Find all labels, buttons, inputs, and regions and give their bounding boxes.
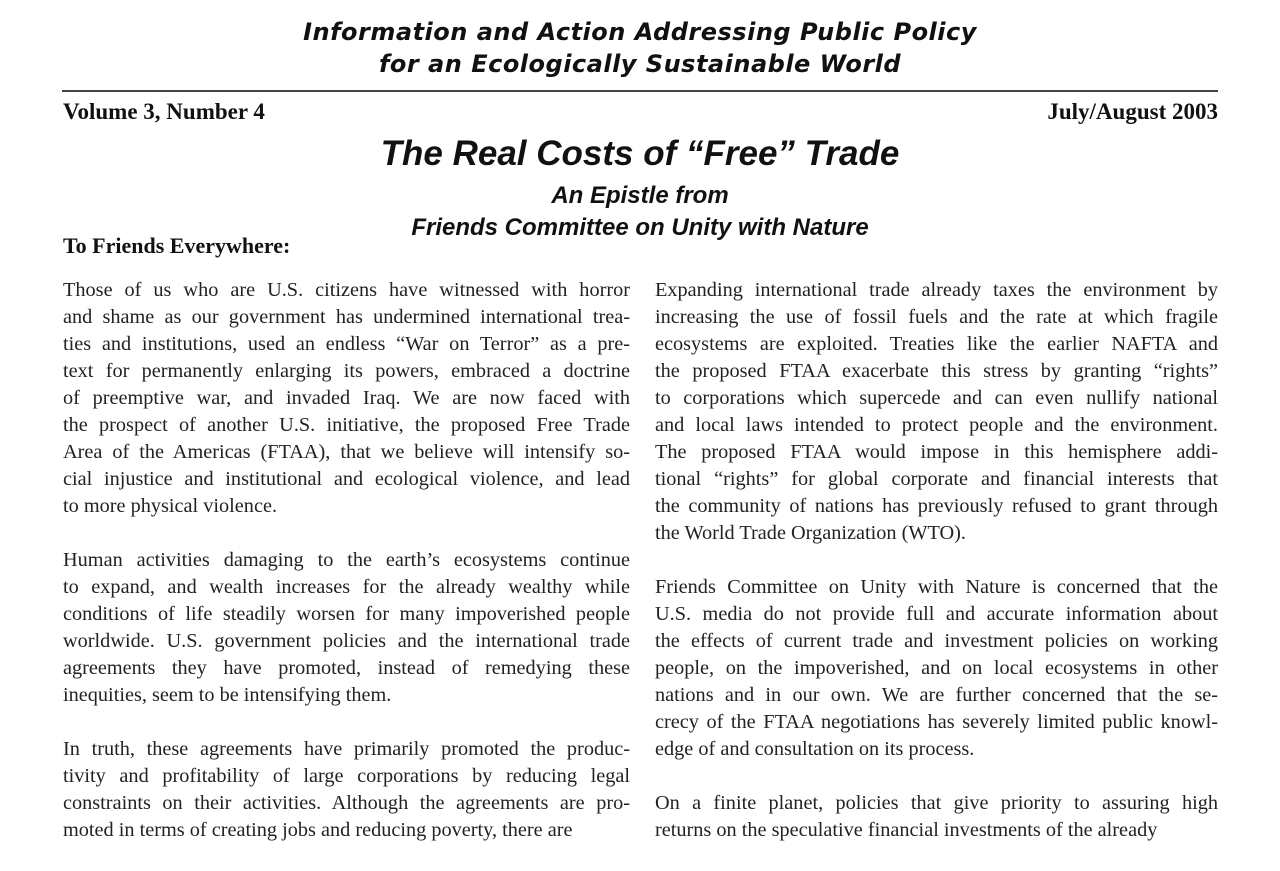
text-line: the World Trade Organization (WTO). (655, 522, 966, 544)
text-line: The proposed FTAA would impose in this hemisphere addi- (655, 441, 1218, 463)
text-line: increasing the use of fossil fuels and the rate at which fragile (655, 306, 1218, 328)
header-divider (62, 90, 1218, 92)
text-line: and shame as our government has undermined international trea- (63, 306, 630, 328)
text-line: crecy of the FTAA negotiations has severely limited public knowl- (655, 711, 1218, 733)
text-line: ties and institutions, used an endless “War on Terror” as a pre- (63, 333, 630, 355)
text-line: Friends Committee on Unity with Nature is concerned that the (655, 576, 1218, 598)
text-line: Area of the Americas (FTAA), that we believe will intensify so- (63, 441, 630, 463)
text-line: the effects of current trade and investment policies on working (655, 630, 1218, 652)
text-line: agreements they have promoted, instead of remedying these (63, 657, 630, 679)
text-line: nations and in our own. We are further concerned that the se- (655, 684, 1218, 706)
text-line: Expanding international trade already taxes the environment by (655, 279, 1218, 301)
text-line: Those of us who are U.S. citizens have witnessed with horror (63, 279, 630, 301)
article-subtitle-line1: An Epistle from (551, 182, 729, 209)
paragraph (655, 277, 1218, 547)
text-line: returns on the speculative financial investments of the already (655, 819, 1158, 841)
paragraph (63, 736, 630, 844)
issue-volume: Volume 3, Number 4 (63, 99, 265, 124)
paragraph (655, 790, 1218, 844)
masthead-tagline-line1: Information and Action Addressing Public Policy (303, 18, 977, 46)
text-line: moted in terms of creating jobs and reducing poverty, there are (63, 819, 573, 841)
text-line: conditions of life steadily worsen for many impoverished people (63, 603, 630, 625)
text-line: ecosystems are exploited. Treaties like the earlier NAFTA and (655, 333, 1218, 355)
paragraph (63, 547, 630, 709)
text-line: the proposed FTAA exacerbate this stress by granting “rights” (655, 360, 1218, 382)
text-line: tivity and profitability of large corporations by reducing legal (63, 765, 630, 787)
text-line: to expand, and wealth increases for the already wealthy while (63, 576, 630, 598)
article-subtitle-line2: Friends Committee on Unity with Nature (411, 214, 869, 241)
right-column (655, 277, 1218, 871)
left-column (63, 277, 630, 871)
text-line: constraints on their activities. Although the agreements are pro- (63, 792, 630, 814)
article-title: The Real Costs of “Free” Trade (380, 134, 900, 173)
paragraph (655, 574, 1218, 763)
text-line: cial injustice and institutional and ecological violence, and lead (63, 468, 630, 490)
text-line: to corporations which supercede and can even nullify national (655, 387, 1218, 409)
issue-date: July/August 2003 (1047, 99, 1218, 124)
text-line: worldwide. U.S. government policies and the international trade (63, 630, 630, 652)
text-line: the community of nations has previously refused to grant through (655, 495, 1218, 517)
text-line: of preemptive war, and invaded Iraq. We are now faced with (63, 387, 630, 409)
masthead-tagline-line2: for an Ecologically Sustainable World (378, 50, 902, 78)
salutation: To Friends Everywhere: (63, 233, 291, 258)
text-line: the prospect of another U.S. initiative, the proposed Free Trade (63, 414, 630, 436)
text-line: In truth, these agreements have primarily promoted the produc- (63, 738, 630, 760)
text-line: U.S. media do not provide full and accurate information about (655, 603, 1218, 625)
paragraph (63, 277, 630, 520)
text-line: inequities, seem to be intensifying them. (63, 684, 392, 706)
text-line: people, on the impoverished, and on local ecosystems in other (655, 657, 1218, 679)
text-line: text for permanently enlarging its powers, embraced a doctrine (63, 360, 630, 382)
text-line: to more physical violence. (63, 495, 278, 517)
text-line: Human activities damaging to the earth’s ecosystems continue (63, 549, 630, 571)
text-line: On a finite planet, policies that give priority to assuring high (655, 792, 1218, 814)
masthead-title-cropped (380, 0, 900, 4)
text-line: edge of and consultation on its process. (655, 738, 975, 760)
text-line: tional “rights” for global corporate and financial interests that (655, 468, 1218, 490)
text-line: and local laws intended to protect people and the environment. (655, 414, 1218, 436)
